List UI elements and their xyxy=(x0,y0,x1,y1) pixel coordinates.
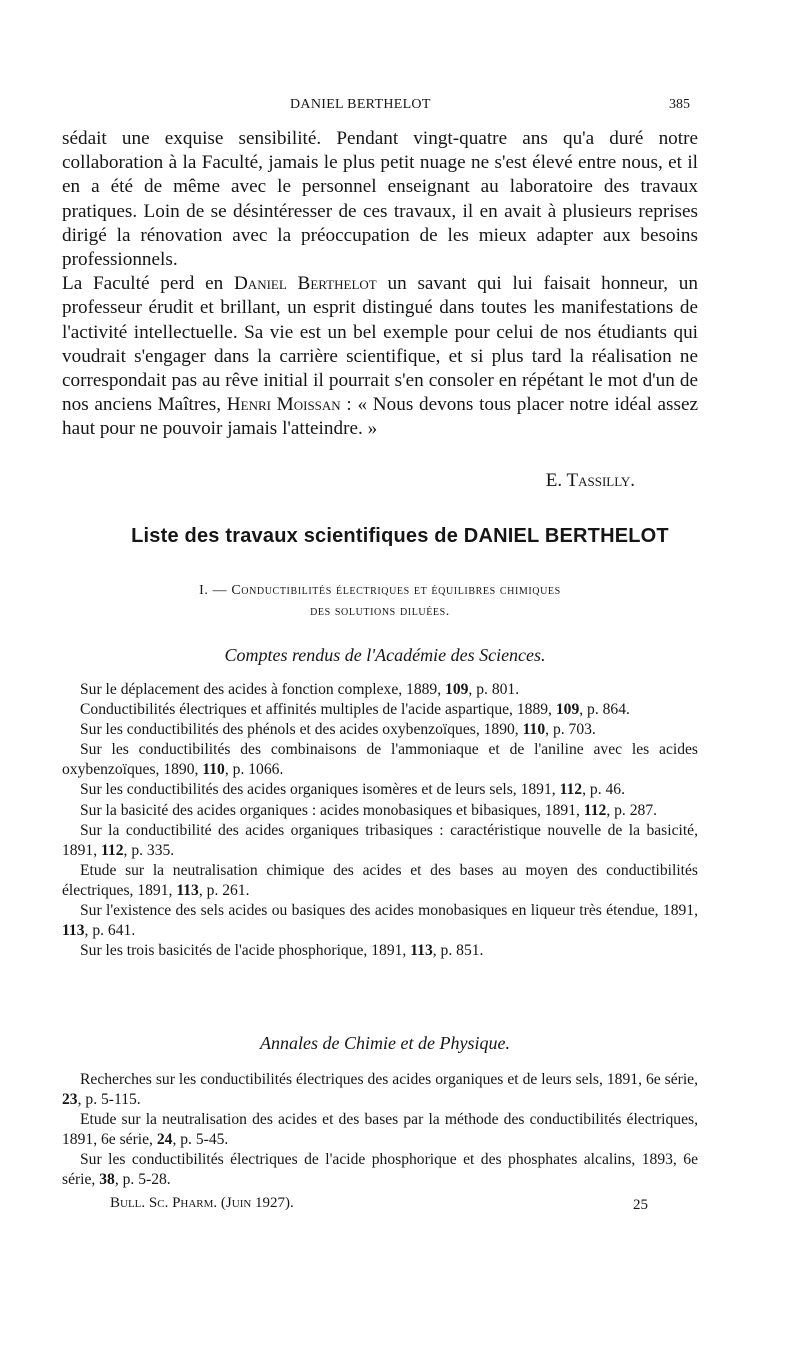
reference-volume: 112 xyxy=(100,841,124,859)
reference-pages: , p. 261. xyxy=(198,881,250,899)
reference-volume: 110 xyxy=(202,761,225,779)
reference-text: Conductibilités électriques et affinités multiples de l'acide aspartique, 1889, xyxy=(80,701,556,719)
reference-pages: , p. 851. xyxy=(432,942,484,960)
reference-volume: 110 xyxy=(522,721,546,739)
reference-entry xyxy=(62,780,698,800)
reference-entry xyxy=(62,1070,698,1110)
reference-text: Etude sur la neutralisation chimique des acides et des bases au moyen des conductibilités électriques, 1891, xyxy=(62,861,698,899)
reference-volume: 38 xyxy=(99,1171,115,1189)
reference-volume: 112 xyxy=(583,801,607,819)
paragraph-1: sédait une exquise sensibilité. Pendant vingt-quatre ans qu'a duré notre collaboration à la Faculté, jamais le plus petit nuage ne s'est élevé entre nous, et il en a été de même avec le personnel enseignant au laboratoire des travaux pratiques. Loin de se désintéresser de ces travaux, il en avait à plusieurs reprises dirigé la rénovation avec la préoccupation de les mieux adapter aux besoins professionnels. xyxy=(62,128,698,271)
paragraph-2 xyxy=(62,272,698,441)
reference-pages: , p. 5-115. xyxy=(77,1091,141,1109)
section-heading-line-2: des solutions diluées. xyxy=(310,604,450,619)
paragraph-2-part-b: un savant qui lui faisait honneur, un professeur érudit et brillant, un esprit distingué dans toutes les manifestations de l'activité intellectuelle. Sa vie est un bel exemple pour celui de nos étudiants qui voudrait s'engager dans la carrière scientifique, et si plus tard la réalisation ne correspondait pas au rêve initial il pourrait s'en consoler en répétant le mot d'un de nos anciens Maîtres, xyxy=(62,273,698,416)
reference-volume: 109 xyxy=(555,701,580,719)
obituary-text xyxy=(62,127,698,442)
reference-volume: 113 xyxy=(410,942,433,960)
reference-pages: , p. 641. xyxy=(84,922,136,940)
reference-entry xyxy=(62,680,698,700)
signature-mark: 25 xyxy=(633,1197,648,1213)
reference-pages: , p. 1066. xyxy=(224,761,284,779)
reference-text: Sur les conductibilités des phénols et des acides oxybenzoïques, 1890, xyxy=(80,721,523,739)
reference-entry xyxy=(62,821,698,861)
reference-pages: , p. 703. xyxy=(545,721,596,739)
running-title: DANIEL BERTHELOT xyxy=(290,97,431,112)
reference-volume: 24 xyxy=(156,1131,173,1149)
annales-list xyxy=(62,1070,698,1191)
reference-text: Sur les conductibilités des combinaisons de l'ammoniaque et de l'aniline avec les acides oxybenzoïques, 1890, xyxy=(62,741,698,779)
reference-text: Etude sur la neutralisation des acides et des bases par la méthode des conductibilités électriques, 1891, 6e série, xyxy=(62,1111,698,1149)
reference-pages: , p. 335. xyxy=(123,841,175,859)
reference-pages: , p. 5-45. xyxy=(172,1131,229,1149)
annales-heading: Annales de Chimie et de Physique. xyxy=(260,1033,510,1053)
reference-entry xyxy=(62,941,698,961)
reference-entry xyxy=(62,901,698,941)
reference-text: Sur le déplacement des acides à fonction complexe, 1889, xyxy=(80,681,446,698)
reference-entry xyxy=(62,1150,698,1190)
reference-entry xyxy=(62,1110,698,1150)
page-number: 385 xyxy=(669,97,690,112)
reference-text: Sur la basicité des acides organiques : acides monobasiques et bibasiques, 1891, xyxy=(80,801,584,819)
comptes-rendus-list xyxy=(62,680,698,961)
reference-entry xyxy=(62,700,698,720)
reference-text: Sur l'existence des sels acides ou basiques des acides monobasiques en liqueur très étendue, 1891, xyxy=(80,902,698,920)
reference-entry xyxy=(62,801,698,821)
reference-entry xyxy=(62,720,698,740)
list-title: Liste des travaux scientifiques de DANIEL BERTHELOT xyxy=(131,525,669,547)
reference-text: Sur la conductibilité des acides organiques tribasiques : caractéristique nouvelle de la basicité, 1891, xyxy=(62,821,698,859)
reference-volume: 112 xyxy=(559,781,583,799)
person-name: Henri Moissan xyxy=(226,394,341,416)
reference-volume: 113 xyxy=(176,881,199,899)
reference-pages: , p. 46. xyxy=(582,781,625,799)
reference-entry xyxy=(62,740,698,780)
author-signature: E. Tassilly. xyxy=(545,470,635,491)
section-heading xyxy=(0,580,760,622)
reference-volume: 109 xyxy=(445,681,469,698)
reference-text: Sur les conductibilités des acides organiques isomères et de leurs sels, 1891, xyxy=(80,781,560,799)
paragraph-2-part-c: : « Nous devons tous placer notre idéal assez haut pour ne pouvoir jamais l'atteindre. » xyxy=(62,394,698,440)
reference-text: Sur les trois basicités de l'acide phosphorique, 1891, xyxy=(80,942,411,960)
reference-volume: 23 xyxy=(62,1091,78,1109)
journal-footer: Bull. Sc. Pharm. (Juin 1927). xyxy=(110,1195,294,1211)
reference-volume: 113 xyxy=(62,922,85,940)
comptes-rendus-heading: Comptes rendus de l'Académie des Sciences. xyxy=(224,645,546,665)
reference-pages: , p. 801. xyxy=(468,681,520,698)
reference-pages: , p. 864. xyxy=(579,701,630,719)
reference-pages: , p. 287. xyxy=(606,801,658,819)
reference-entry xyxy=(62,861,698,901)
reference-pages: , p. 5-28. xyxy=(114,1171,171,1189)
person-name: Daniel Berthelot xyxy=(233,273,377,295)
reference-text: Sur les conductibilités électriques de l'acide phosphorique et des phosphates alcalins, 1893, 6e série, xyxy=(62,1151,698,1189)
reference-text: Recherches sur les conductibilités électriques des acides organiques et de leurs sels, 1891, 6e série, xyxy=(80,1071,698,1088)
paragraph-2-part-a: La Faculté perd en xyxy=(62,273,234,295)
section-heading-line-1: I. — Conductibilités électriques et équilibres chimiques xyxy=(199,583,561,598)
